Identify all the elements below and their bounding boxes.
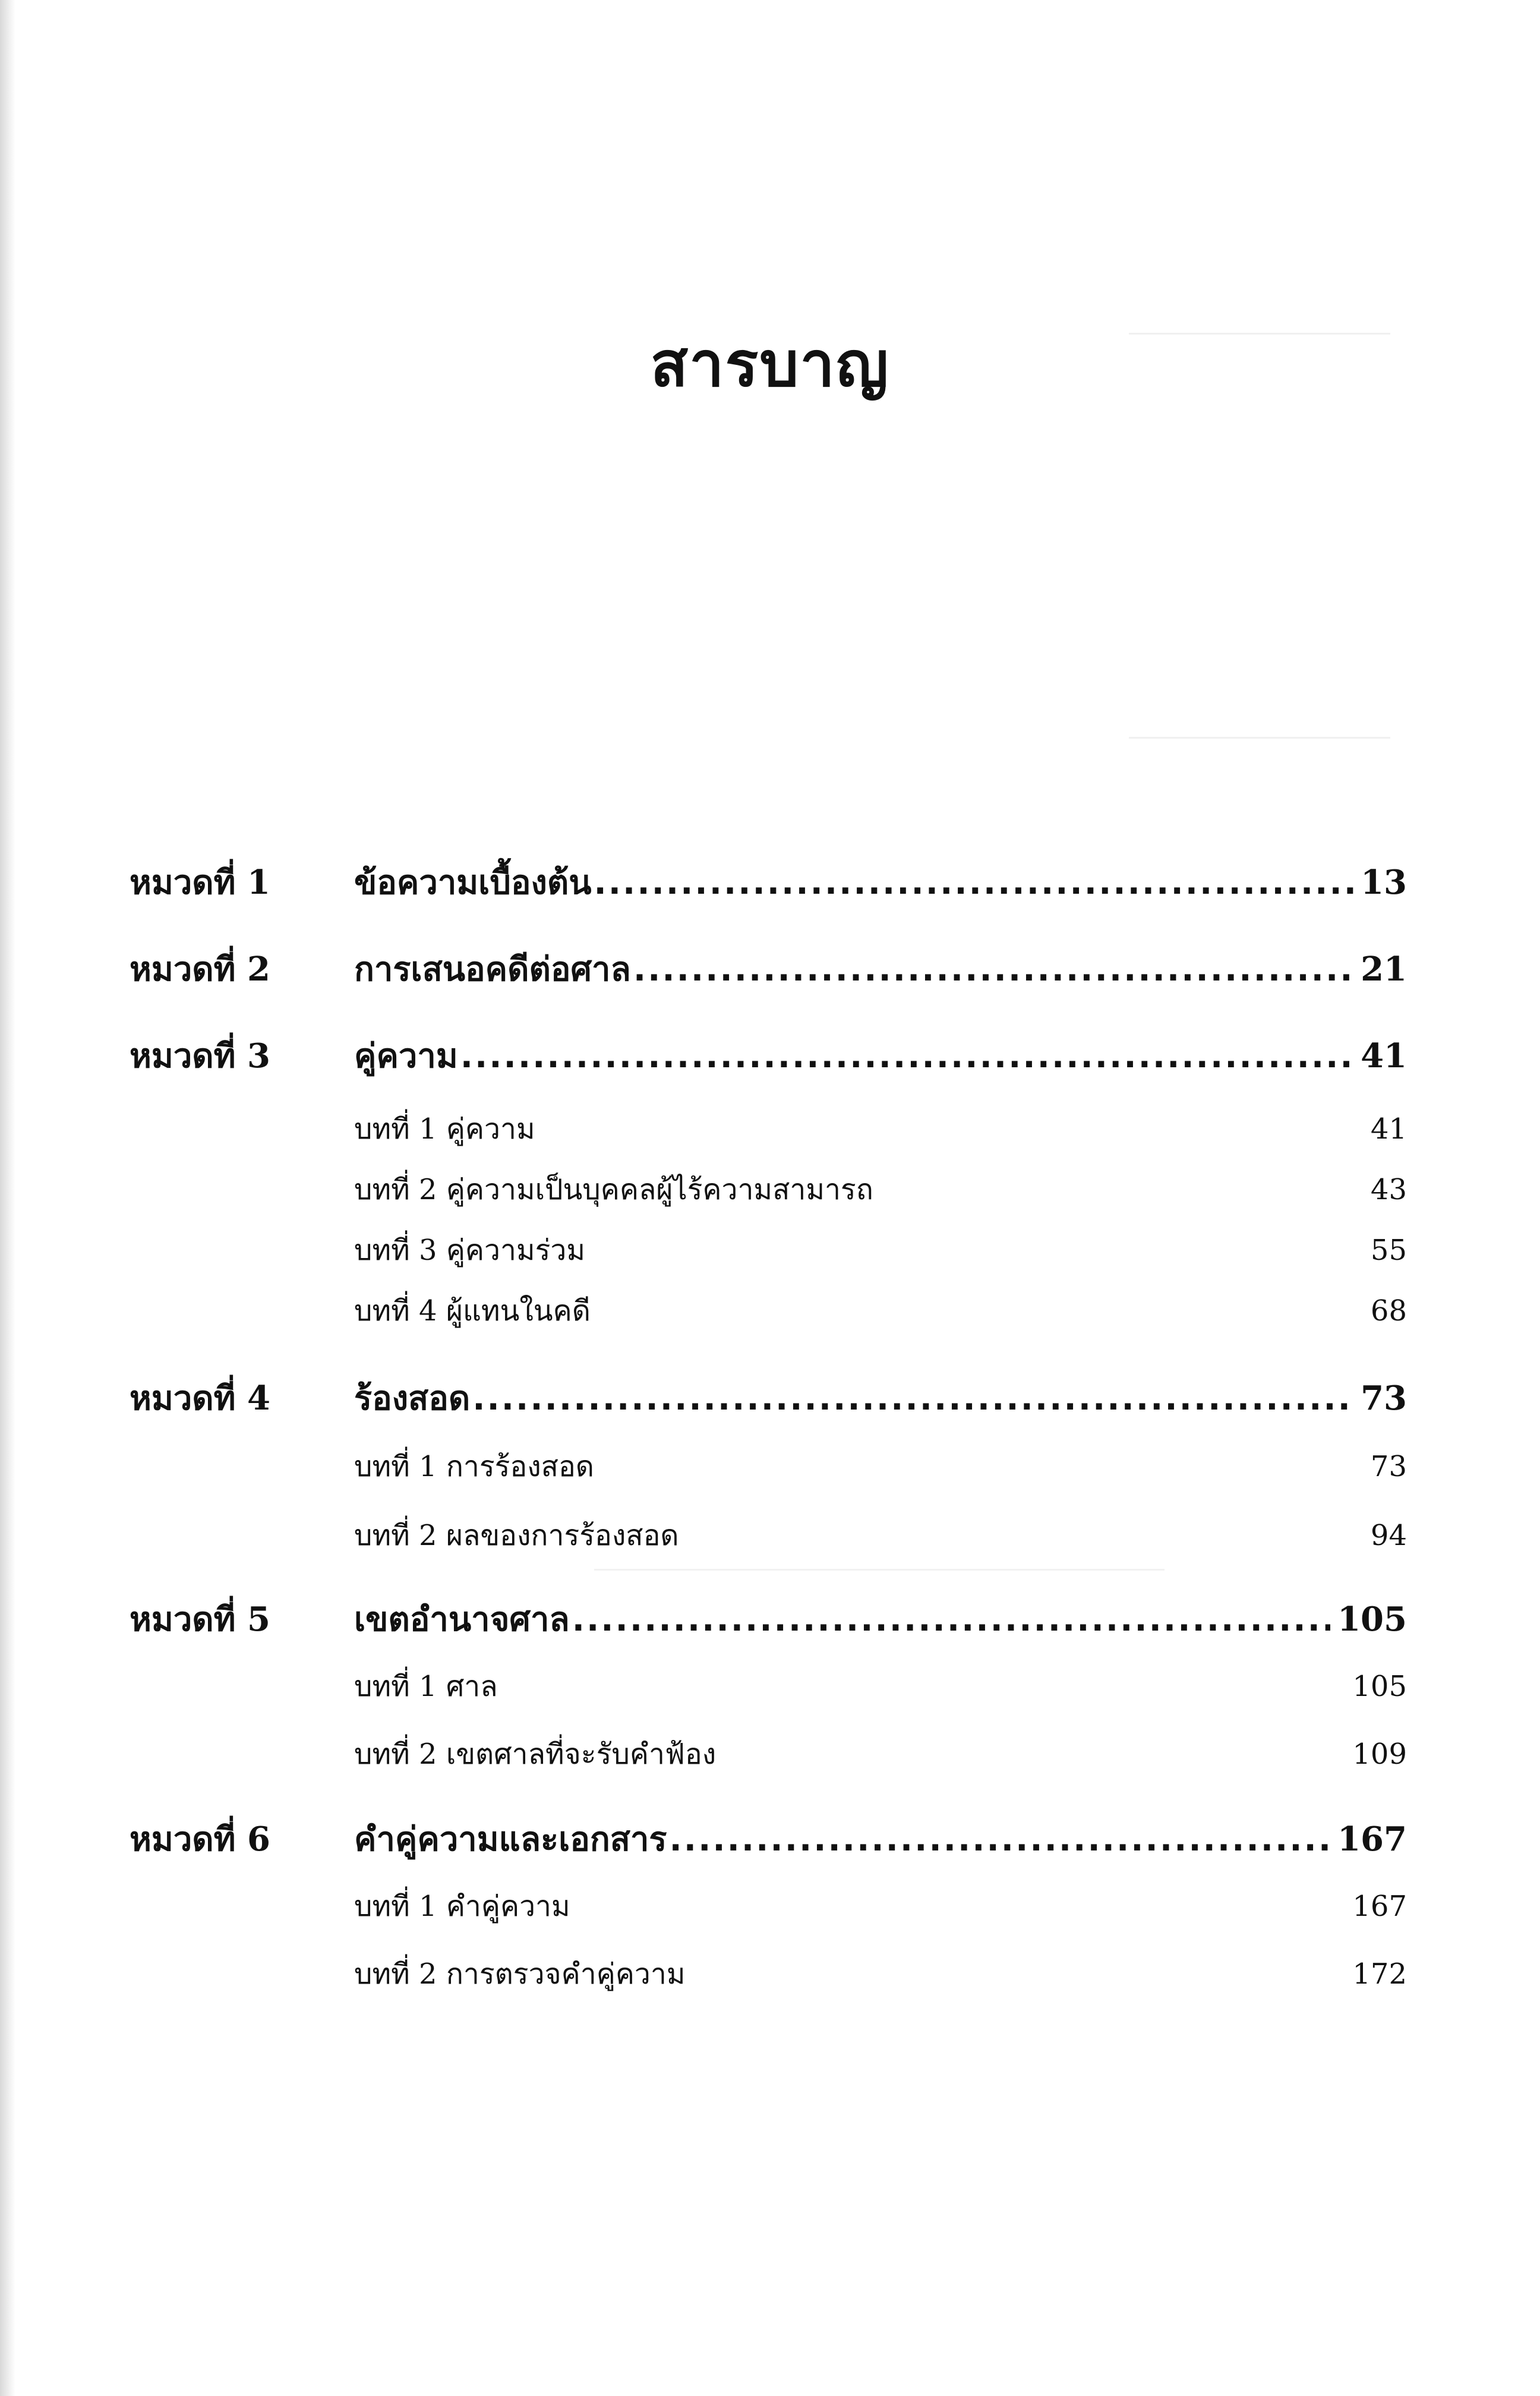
- section-number: บทที่ 1: [354, 1112, 446, 1146]
- section-title-row: [354, 1228, 1371, 1273]
- section-page-number: 94: [1370, 1519, 1407, 1552]
- chapter-label: หมวดที่ 2: [130, 950, 271, 989]
- chapter-title: เขตอำนาจศาล: [354, 1600, 570, 1639]
- section-title: คู่ความเป็นบุคคลผู้ไร้ความสามารถ: [446, 1173, 873, 1206]
- section-number: บทที่ 2: [354, 1519, 446, 1552]
- chapter-page-number: 73: [1361, 1379, 1407, 1418]
- toc-section-5-2[interactable]: [130, 1732, 1407, 1773]
- toc-chapter-6[interactable]: [130, 1812, 1407, 1860]
- chapter-label: หมวดที่ 1: [130, 863, 271, 902]
- section-title: การตรวจคำคู่ความ: [446, 1957, 686, 1991]
- section-title: คู่ความร่วม: [446, 1234, 585, 1267]
- section-title-row: [354, 1664, 1352, 1709]
- section-page-number: 41: [1370, 1112, 1407, 1146]
- chapter-title-row: [354, 1029, 1361, 1082]
- chapter-page-number: 13: [1361, 863, 1407, 902]
- table-of-contents: [130, 0, 1407, 2396]
- section-title: คู่ความ: [446, 1112, 535, 1146]
- toc-section-3-1[interactable]: [130, 1106, 1407, 1148]
- chapter-title: คำคู่ความและเอกสาร: [354, 1820, 667, 1859]
- chapter-page-number: 105: [1337, 1600, 1407, 1639]
- toc-section-3-2[interactable]: [130, 1167, 1407, 1209]
- dot-leader: [633, 950, 1353, 989]
- section-title-row: [354, 1884, 1352, 1929]
- toc-section-6-2[interactable]: [130, 1952, 1407, 1993]
- chapter-page-number: 41: [1361, 1036, 1407, 1076]
- section-title-row: [354, 1732, 1352, 1777]
- toc-section-4-2[interactable]: [130, 1513, 1407, 1555]
- section-title-row: [354, 1106, 1371, 1152]
- chapter-title-row: [354, 1372, 1361, 1424]
- section-page-number: 68: [1370, 1294, 1407, 1328]
- chapter-title-row: [354, 1593, 1337, 1645]
- section-title: ศาล: [446, 1670, 498, 1703]
- dot-leader: [670, 1820, 1331, 1859]
- toc-chapter-3[interactable]: [130, 1029, 1407, 1077]
- chapter-page-number: 21: [1361, 950, 1407, 989]
- page-title: สารบาญ: [650, 328, 890, 401]
- toc-chapter-2[interactable]: [130, 942, 1407, 990]
- toc-section-3-4[interactable]: [130, 1288, 1407, 1330]
- chapter-title: คู่ความ: [354, 1037, 458, 1076]
- toc-section-5-1[interactable]: [130, 1664, 1407, 1705]
- dot-leader: [594, 863, 1354, 902]
- section-page-number: 109: [1352, 1738, 1407, 1771]
- section-title-row: [354, 1444, 1371, 1489]
- section-number: บทที่ 1: [354, 1450, 446, 1483]
- section-number: บทที่ 1: [354, 1890, 446, 1923]
- toc-chapter-5[interactable]: [130, 1593, 1407, 1640]
- section-number: บทที่ 1: [354, 1670, 446, 1703]
- section-title: การร้องสอด: [446, 1450, 594, 1483]
- chapter-title: การเสนอคดีต่อศาล: [354, 950, 631, 989]
- section-page-number: 43: [1370, 1173, 1407, 1206]
- section-page-number: 73: [1370, 1450, 1407, 1483]
- chapter-page-number: 167: [1337, 1820, 1407, 1859]
- section-number: บทที่ 2: [354, 1173, 446, 1206]
- section-title: คำคู่ความ: [446, 1890, 570, 1923]
- section-title-row: [354, 1167, 1371, 1212]
- toc-chapter-1[interactable]: [130, 856, 1407, 903]
- section-title-row: [354, 1288, 1371, 1333]
- section-title-row: [354, 1513, 1371, 1558]
- section-number: บทที่ 2: [354, 1738, 446, 1771]
- section-title: ผลของการร้องสอด: [446, 1519, 679, 1552]
- dot-leader: [460, 1037, 1353, 1076]
- section-page-number: 55: [1370, 1234, 1407, 1267]
- chapter-label: หมวดที่ 4: [130, 1379, 271, 1418]
- section-page-number: 172: [1352, 1957, 1407, 1991]
- chapter-label: หมวดที่ 5: [130, 1600, 271, 1639]
- section-title: ผู้แทนในคดี: [446, 1294, 591, 1328]
- chapter-title-row: [354, 1812, 1337, 1865]
- section-number: บทที่ 4: [354, 1294, 446, 1328]
- dot-leader: [572, 1600, 1330, 1639]
- toc-section-3-3[interactable]: [130, 1228, 1407, 1269]
- section-page-number: 105: [1352, 1670, 1407, 1703]
- section-page-number: 167: [1352, 1890, 1407, 1923]
- chapter-label: หมวดที่ 6: [130, 1820, 271, 1859]
- section-number: บทที่ 2: [354, 1957, 446, 1991]
- toc-section-6-1[interactable]: [130, 1884, 1407, 1925]
- chapter-title-row: [354, 856, 1361, 909]
- section-title: เขตศาลที่จะรับคำฟ้อง: [446, 1738, 717, 1771]
- section-number: บทที่ 3: [354, 1234, 446, 1267]
- chapter-title: ร้องสอด: [354, 1379, 471, 1418]
- section-title-row: [354, 1952, 1352, 1997]
- chapter-label: หมวดที่ 3: [130, 1036, 271, 1076]
- toc-chapter-4[interactable]: [130, 1372, 1407, 1419]
- chapter-title: ข้อความเบื้องต้น: [354, 863, 592, 902]
- toc-section-4-1[interactable]: [130, 1444, 1407, 1486]
- chapter-title-row: [354, 942, 1361, 995]
- dot-leader: [472, 1379, 1353, 1418]
